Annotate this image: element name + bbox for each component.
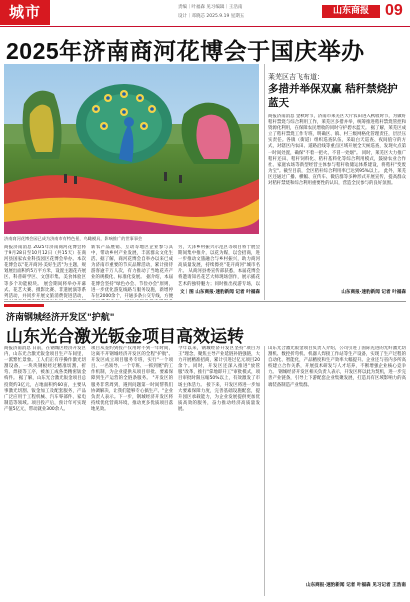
story2-headline: 山东光合激光钣金项目高效运转 (6, 327, 244, 346)
story2-column-1: 商报济南消息 日前，在钢城区经济开发区内，山东光合激光钣金项目生产车间里，一派繁忙景象。工人们正有序操作激光切割设备，一块块钢板经过精准切割、折弯、焊接等工序，被加工成各类精密钣金构件。 据了解，山东光合激光钣金项目总投资约3亿元，占地面积约60亩，主要从事激光切割、钣金加工及配套服务，产品广泛应用于工程机械、汽车零部件、家电制造等领域。项目投产后，预计年可实现产值5亿元，带动就业300余人。 (4, 346, 86, 412)
story1-column-3: 另，天泽乡村振兴示范区等项目将于展会期间集中推介，以花为媒，以会招商，进一步推动文旅融合与乡村振兴，助力商河高质量发展，持续擦亮"花开商河"城市名片。 从商河县委宣传部获悉，本届花博会将邀请知名花艺大师现场创作，展示插花艺术的独特魅力；同时推出夜游专场，以 (178, 245, 260, 287)
page-header (0, 0, 410, 27)
story1-column-2: 新农产品展销、互动等地区企业参与其中，带动乡村产业发展，丰富群众文化生活。据了解，商河花博会自举办以来已成为济南市重要的节庆品牌活动，累计接待游客逾千万人次，有力推动了当地花卉产业的规模化、标准化发展。 据介绍，本届花博会坚持"绿色办会、节俭办会"原则，进一步优化游览线路与服务设施，新增停车位2000余个，开通多条公交专线，方便 (91, 245, 173, 299)
side-story-kicker: 莱芜区吉飞布道： (268, 73, 324, 81)
side-story-body: 商报济南消息 金秋时节，济南市莱芜区大片农田进入秋收时节，为做好秸秆禁烧与综合利用工作，莱芜区多措并举，统筹推进秸秆禁烧管控和资源化利用，在保障农民增收的同时守护碧水蓝天。 据了解，莱芜区成立了秸秆禁烧工作专班，明确区、镇、村三级网格化管理责任，层层压实责任。各镇（街道）组织巡查队伍，采取白天巡查、夜间值守的方式，对辖区内农田、道路沿线等重点区域开展全天候巡查，发现火点第一时间处置，确保"不着一把火、不冒一处烟"。 同时，莱芜区大力推广秸秆还田、秸秆饲料化、秸秆基料化等综合利用模式，鼓励农业合作社、家庭农场等新型经营主体参与秸秆收储运体系建设，将秸秆"变废为宝"。截至目前，全区秸秆综合利用率已达到95%以上。 此外，莱芜区还通过广播、横幅、宣传车、微信群等多种形式开展宣传，提高群众对秸秆禁烧和综合利用重要性的认识，营造全民参与的良好氛围。 (268, 114, 406, 187)
story1-headline: 2025年济南商河花博会于国庆举办 (6, 38, 365, 64)
side-story-byline: 山东商报·速豹新闻 记者 叶福森 (341, 290, 406, 295)
column-divider (264, 64, 265, 300)
story1-byline: 文｜图 山东商报·速豹新闻 记者 叶福森 (179, 290, 260, 295)
story2-column-3: 今年以来，钢城经济开发区坚持"项目为王"理念，聚焦主导产业延链补链强链，大力开展精准招商，累计引进过亿元项目20余个。同时，开发区还深入推进"放管服"改革，推行"拿地即开工"审批模式，项目审批时限压缩50%以上，有效激发了市场主体活力。 接下来，开发区将进一步加大要素保障力度，完善基础设施配套，提升园区承载能力，为企业发展提供更加优质高效的服务，奋力推动经济高质量发展。 (178, 346, 260, 412)
story2-column-2: 项目从签约到投产仅用时不到一年时间，这离不开钢城经济开发区的全程"护航"。开发区成立项目服务专班，实行"一个项目、一名领导、一个专班、一抓到底"的工作机制，为企业提供从项目审批、要素保障到生产运营的全链条服务。 "开发区的服务非常周到，遇到问题第一时间帮我们协调解决，让我们能够专心搞生产。"企业负责人表示。下一步，钢城经济开发区将持续优化营商环境，推动更多优质项目落地见效。 (91, 346, 173, 412)
section-badge: 城市 (0, 0, 50, 25)
red-rule (4, 304, 44, 307)
column-divider-2 (264, 346, 265, 596)
story2-byline: 山东商报·速豹新闻 记者 叶福森 见习记者 王浩南 (305, 583, 406, 588)
page-number: 09 (385, 2, 403, 19)
side-story-headline: 多措并举保双赢 秸秆禁烧护蓝天 (268, 83, 398, 109)
date-line: 设计｜邓晓芯 2025.9.19 星期五 (178, 14, 245, 19)
section-divider (4, 301, 406, 302)
photo-caption: 济南商河花博会园已成为济南市有特色景，鸟瞰模具，影响推广的世事事会 (4, 236, 143, 241)
paper-name: 山东商报 (322, 5, 380, 18)
flower-expo-photo (4, 64, 259, 234)
story1-column-1: 商报济南消息 2025年济南商河花博会将于9月28日至10月12日（共15天）在商河县国家农业科技园区花博会举办。本次花博会以"花开商河·美好生活"为主题，规划展出面积约5万平方米，设置主题花卉展区、科普研学区、文创市集、美食体验区等多个功能板块。 展会期间将举办开幕式、花艺大赛、摄影比赛、非遗展演等系列活动，并同步开展文旅消费促进活动， (4, 245, 86, 299)
editor-line: 责编｜叶福森 见习编辑｜王浩南 (178, 5, 243, 10)
story2-kicker: 济南钢城经济开发区"护航" (6, 313, 115, 323)
story2-side-body: 山东光合激光钣金项目负责人介绍，公司引进了国际先进的光纤激光切割机、数控折弯机、机器人焊接工作站等生产设备，实现了生产过程的自动化、智能化，产品精度和生产效率大幅提升。企业还与省内多所高校建立合作关系，开展技术研发与人才培养，不断增强企业核心竞争力。 钢城经济开发区相关负责人表示，开发区将以此为契机，进一步完善产业链条，引导上下游配套企业集聚发展，打造具有区域影响力的高端装备制造产业集群。 (268, 346, 406, 388)
